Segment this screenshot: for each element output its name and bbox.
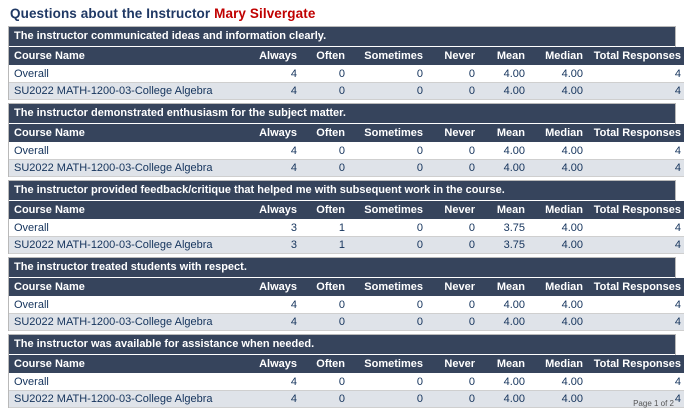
cell-total: 4 <box>589 237 684 254</box>
column-header: Often <box>303 124 351 143</box>
column-header: Mean <box>481 355 531 374</box>
cell-median: 4.00 <box>531 66 589 83</box>
cell-sometimes: 0 <box>351 220 429 237</box>
column-header: Total Responses <box>589 201 684 220</box>
cell-mean: 4.00 <box>481 143 531 160</box>
cell-often: 0 <box>303 66 351 83</box>
cell-often: 0 <box>303 143 351 160</box>
cell-mean: 4.00 <box>481 160 531 177</box>
column-header: Total Responses <box>589 278 684 297</box>
column-header: Median <box>531 124 589 143</box>
column-header: Often <box>303 355 351 374</box>
cell-name: Overall <box>9 143 251 160</box>
cell-name: Overall <box>9 66 251 83</box>
cell-always: 4 <box>251 391 303 408</box>
cell-median: 4.00 <box>531 374 589 391</box>
results-table <box>9 124 684 177</box>
instructor-name: Mary Silvergate <box>214 6 316 21</box>
column-header: Mean <box>481 201 531 220</box>
cell-always: 4 <box>251 83 303 100</box>
table-header-row <box>9 355 684 374</box>
table-row <box>9 237 684 254</box>
footer-note: Page 1 of 2 <box>633 399 674 408</box>
cell-sometimes: 0 <box>351 314 429 331</box>
question-text: The instructor was available for assistance when needed. <box>9 335 675 355</box>
cell-mean: 4.00 <box>481 66 531 83</box>
cell-never: 0 <box>429 237 481 254</box>
cell-total: 4 <box>589 220 684 237</box>
results-table <box>9 47 684 100</box>
column-header: Always <box>251 355 303 374</box>
cell-total: 4 <box>589 391 684 408</box>
table-header-row <box>9 201 684 220</box>
cell-sometimes: 0 <box>351 237 429 254</box>
table-row <box>9 314 684 331</box>
question-block <box>8 26 681 100</box>
cell-total: 4 <box>589 297 684 314</box>
column-header: Always <box>251 47 303 66</box>
cell-median: 4.00 <box>531 314 589 331</box>
cell-never: 0 <box>429 160 481 177</box>
column-header: Often <box>303 47 351 66</box>
cell-name: SU2022 MATH-1200-03-College Algebra <box>9 391 251 408</box>
cell-name: Overall <box>9 374 251 391</box>
question-text: The instructor demonstrated enthusiasm for the subject matter. <box>9 104 675 124</box>
cell-mean: 3.75 <box>481 220 531 237</box>
column-header: Total Responses <box>589 355 684 374</box>
column-header: Never <box>429 278 481 297</box>
table-header-row <box>9 124 684 143</box>
column-header: Course Name <box>9 278 251 297</box>
column-header: Often <box>303 278 351 297</box>
cell-often: 0 <box>303 314 351 331</box>
question-block <box>8 103 681 177</box>
question-text: The instructor treated students with respect. <box>9 258 675 278</box>
cell-median: 4.00 <box>531 160 589 177</box>
cell-total: 4 <box>589 160 684 177</box>
cell-sometimes: 0 <box>351 143 429 160</box>
column-header: Never <box>429 47 481 66</box>
table-row <box>9 66 684 83</box>
cell-total: 4 <box>589 83 684 100</box>
cell-mean: 4.00 <box>481 83 531 100</box>
cell-mean: 4.00 <box>481 374 531 391</box>
column-header: Never <box>429 124 481 143</box>
cell-often: 0 <box>303 374 351 391</box>
cell-never: 0 <box>429 143 481 160</box>
page-title-text: Questions about the Instructor <box>10 6 211 21</box>
cell-total: 4 <box>589 66 684 83</box>
column-header: Course Name <box>9 47 251 66</box>
cell-median: 4.00 <box>531 83 589 100</box>
cell-total: 4 <box>589 143 684 160</box>
table-row <box>9 374 684 391</box>
column-header: Course Name <box>9 201 251 220</box>
page-title <box>10 6 676 21</box>
cell-sometimes: 0 <box>351 297 429 314</box>
cell-never: 0 <box>429 374 481 391</box>
cell-always: 4 <box>251 297 303 314</box>
cell-sometimes: 0 <box>351 83 429 100</box>
cell-name: Overall <box>9 220 251 237</box>
results-table <box>9 278 684 331</box>
cell-mean: 4.00 <box>481 391 531 408</box>
cell-sometimes: 0 <box>351 374 429 391</box>
cell-median: 4.00 <box>531 237 589 254</box>
cell-sometimes: 0 <box>351 391 429 408</box>
column-header: Sometimes <box>351 278 429 297</box>
column-header: Mean <box>481 47 531 66</box>
table-row <box>9 143 684 160</box>
table-row <box>9 220 684 237</box>
cell-often: 1 <box>303 220 351 237</box>
results-table <box>9 355 684 408</box>
column-header: Sometimes <box>351 355 429 374</box>
question-blocks <box>8 26 681 408</box>
cell-always: 3 <box>251 220 303 237</box>
cell-mean: 4.00 <box>481 314 531 331</box>
column-header: Often <box>303 201 351 220</box>
cell-never: 0 <box>429 297 481 314</box>
column-header: Course Name <box>9 355 251 374</box>
cell-often: 0 <box>303 160 351 177</box>
results-table <box>9 201 684 254</box>
column-header: Total Responses <box>589 47 684 66</box>
cell-name: SU2022 MATH-1200-03-College Algebra <box>9 160 251 177</box>
cell-often: 0 <box>303 391 351 408</box>
column-header: Mean <box>481 124 531 143</box>
cell-mean: 3.75 <box>481 237 531 254</box>
column-header: Sometimes <box>351 201 429 220</box>
cell-sometimes: 0 <box>351 160 429 177</box>
question-block <box>8 334 681 408</box>
question-text: The instructor communicated ideas and information clearly. <box>9 27 675 47</box>
column-header: Always <box>251 201 303 220</box>
cell-often: 1 <box>303 237 351 254</box>
cell-never: 0 <box>429 314 481 331</box>
cell-always: 4 <box>251 374 303 391</box>
cell-median: 4.00 <box>531 391 589 408</box>
question-block <box>8 257 681 331</box>
question-text: The instructor provided feedback/critique that helped me with subsequent work in the course. <box>9 181 675 201</box>
column-header: Median <box>531 355 589 374</box>
table-header-row <box>9 47 684 66</box>
cell-never: 0 <box>429 391 481 408</box>
cell-total: 4 <box>589 314 684 331</box>
table-row <box>9 83 684 100</box>
cell-median: 4.00 <box>531 297 589 314</box>
table-row <box>9 160 684 177</box>
column-header: Median <box>531 278 589 297</box>
cell-often: 0 <box>303 297 351 314</box>
cell-always: 4 <box>251 66 303 83</box>
cell-never: 0 <box>429 83 481 100</box>
column-header: Course Name <box>9 124 251 143</box>
cell-total: 4 <box>589 374 684 391</box>
cell-name: SU2022 MATH-1200-03-College Algebra <box>9 83 251 100</box>
cell-median: 4.00 <box>531 220 589 237</box>
cell-sometimes: 0 <box>351 66 429 83</box>
question-block <box>8 180 681 254</box>
cell-median: 4.00 <box>531 143 589 160</box>
cell-often: 0 <box>303 83 351 100</box>
table-row <box>9 297 684 314</box>
column-header: Median <box>531 47 589 66</box>
column-header: Sometimes <box>351 124 429 143</box>
column-header: Always <box>251 124 303 143</box>
column-header: Sometimes <box>351 47 429 66</box>
cell-mean: 4.00 <box>481 297 531 314</box>
column-header: Always <box>251 278 303 297</box>
cell-never: 0 <box>429 66 481 83</box>
table-row <box>9 391 684 408</box>
cell-name: SU2022 MATH-1200-03-College Algebra <box>9 237 251 254</box>
column-header: Never <box>429 201 481 220</box>
cell-always: 4 <box>251 160 303 177</box>
cell-name: SU2022 MATH-1200-03-College Algebra <box>9 314 251 331</box>
column-header: Never <box>429 355 481 374</box>
cell-always: 4 <box>251 143 303 160</box>
cell-always: 3 <box>251 237 303 254</box>
cell-always: 4 <box>251 314 303 331</box>
cell-name: Overall <box>9 297 251 314</box>
column-header: Total Responses <box>589 124 684 143</box>
cell-never: 0 <box>429 220 481 237</box>
table-header-row <box>9 278 684 297</box>
column-header: Mean <box>481 278 531 297</box>
column-header: Median <box>531 201 589 220</box>
